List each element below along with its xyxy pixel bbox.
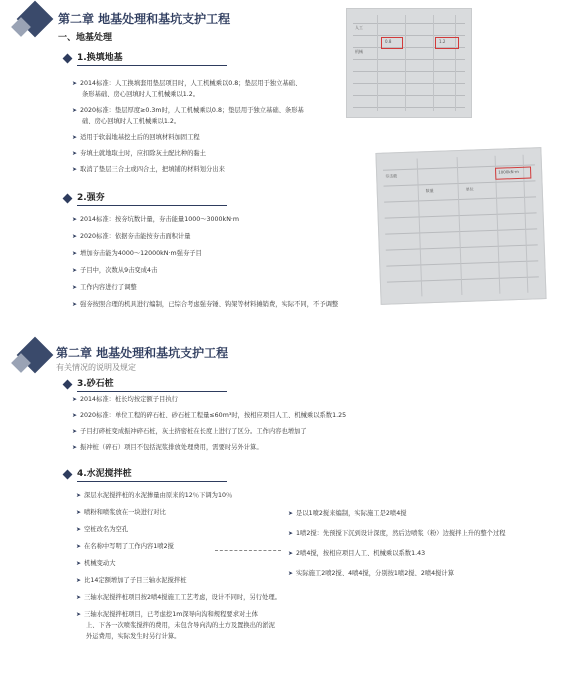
arrow-bullet-icon: ➤ <box>72 284 78 291</box>
list-item: ➤ 子目中，次数从9击变成4击 <box>72 267 158 274</box>
subheading-shuini <box>64 466 227 482</box>
arrow-bullet-icon: ➤ <box>72 444 78 451</box>
list-item: ➤ 强夯按照合理的机具进行编制，已综合考虑强夯锤、钩架等材料摊销费，实际不同，不予调整 <box>72 301 339 308</box>
list-item: 上、下各一次喷浆搅拌的费用，未包含导向沟的土方及置换出的淤泥 <box>86 622 275 629</box>
list-item: ➤ 实际施工2喷2搅、4喷4搅，分别按1喷2搅、2喷4搅计算 <box>288 570 455 577</box>
arrow-bullet-icon: ➤ <box>288 550 294 557</box>
slide-2 <box>0 336 572 686</box>
subheading-qianghang <box>64 190 227 206</box>
arrow-bullet-icon: ➤ <box>76 560 82 567</box>
arrow-bullet-icon: ➤ <box>72 150 78 157</box>
list-item: ➤ 增加夯击能为4000～12000kN·m强夯子目 <box>72 250 202 257</box>
list-item: ➤ 喷粉和喷浆放在一块进行对比 <box>76 509 166 516</box>
arrow-bullet-icon: ➤ <box>288 570 294 577</box>
list-item: ➤ 空桩改名为空孔 <box>76 526 129 533</box>
slide-1 <box>0 0 572 330</box>
subheading-text: 2.强夯 <box>77 190 227 206</box>
subheading-huantian <box>64 50 227 66</box>
list-item: 条形基础、房心回填时人工机械乘以1.2。 <box>82 91 200 98</box>
arrow-bullet-icon: ➤ <box>72 396 78 403</box>
list-item: ➤ 比14定额增加了子目三轴水泥搅拌桩 <box>76 577 187 584</box>
arrow-bullet-icon: ➤ <box>76 492 82 499</box>
arrow-bullet-icon: ➤ <box>76 594 82 601</box>
subheading-marker-icon <box>63 469 73 479</box>
arrow-bullet-icon: ➤ <box>76 526 82 533</box>
list-item: ➤ 子目打碎桩变成振冲碎石桩，灰土挤密桩在长度上进行了区分。工作内容也增加了 <box>72 428 307 435</box>
subheading-marker-icon <box>63 53 73 63</box>
list-item: ➤ 机械变动大 <box>76 560 116 567</box>
list-item: ➤ 2020标准：依据夯击能按夯击面积计量 <box>72 233 191 240</box>
arrow-bullet-icon: ➤ <box>76 577 82 584</box>
arrow-bullet-icon: ➤ <box>72 134 78 141</box>
list-item: ➤ 2014标准：桩长均按定额子目执行 <box>72 396 178 403</box>
arrow-bullet-icon: ➤ <box>76 611 82 618</box>
list-item: ➤ 2020标准：垫层厚度≥0.3m时，人工机械乘以0.8；垫层用于独立基础、条形基 <box>72 107 304 114</box>
arrow-bullet-icon: ➤ <box>72 301 78 308</box>
list-item: ➤ 是以1喷2搅来编制，实际施工是2喷4搅 <box>288 510 407 517</box>
arrow-bullet-icon: ➤ <box>72 107 78 114</box>
arrow-bullet-icon: ➤ <box>72 166 78 173</box>
bullet-list-shashi <box>72 394 552 453</box>
arrow-bullet-icon: ➤ <box>72 80 78 87</box>
bullet-list-shuini-left <box>76 490 316 642</box>
subheading-marker-icon <box>63 379 73 389</box>
subtitle: 有关情况的说明及规定 <box>56 363 136 372</box>
arrow-bullet-icon: ➤ <box>72 233 78 240</box>
arrow-bullet-icon: ➤ <box>288 510 294 517</box>
arrow-bullet-icon: ➤ <box>288 530 294 537</box>
subheading-text: 1.换填地基 <box>77 50 227 66</box>
list-item: ➤ 三轴水泥搅拌桩项目按2喷4搅施工工艺考虑，设计不同时，另行处理。 <box>76 594 281 601</box>
list-item: ➤ 1喷2搅：先预搅下沉到设计深度，然后边喷浆（粉）边搅拌上升的整个过程 <box>288 530 506 537</box>
document-photo-1: 0.8 1.2 人工 机械 <box>346 8 472 118</box>
list-item: ➤ 在名称中写明了工作内容1喷2搅 <box>76 543 174 550</box>
list-item: ➤ 2020标准：单位工程的碎石桩、砂石桩工程量≤60m³时，按相应项目人工、机械乘以系数1.25 <box>72 412 347 419</box>
arrow-bullet-icon: ➤ <box>76 509 82 516</box>
list-item: ➤ 深层水泥搅拌桩的水泥掺量由原来的12％下调为10％ <box>76 492 233 499</box>
list-item: ➤ 2014标准：人工换填套用垫层项目时，人工机械乘以0.8；垫层用于独立基础、 <box>72 80 302 87</box>
list-item: ➤ 2014标准：按夯坑数计量，夯击能量1000～3000kN·m <box>72 216 240 223</box>
list-item: 外运费用，实际发生时另行计算。 <box>86 633 181 640</box>
list-item: ➤ 三轴水泥搅拌桩项目，已考虑挖1m深导向沟和规程要求对土体 <box>76 611 258 618</box>
arrow-bullet-icon: ➤ <box>76 543 82 550</box>
subheading-text: 3.砂石桩 <box>77 376 227 392</box>
list-item: ➤ 取消了垫层三合土或四合土，把填铺的材料划分出来 <box>72 166 225 173</box>
chapter-title: 第二章 地基处理和基坑支护工程 <box>56 346 229 360</box>
section-title: 一、地基处理 <box>58 33 113 43</box>
dashed-connector-line <box>215 550 281 551</box>
arrow-bullet-icon: ➤ <box>72 267 78 274</box>
list-item: ➤ 夯填土就地取土时，应扣除灰土配比种的黏土 <box>72 150 206 157</box>
subheading-shashi <box>64 376 227 392</box>
bullet-list-shuini-right <box>288 508 568 579</box>
bullet-list-huantian <box>72 78 342 175</box>
list-item: ➤ 2喷4搅，按相应项目人工、机械乘以系数1.43 <box>288 550 426 557</box>
arrow-bullet-icon: ➤ <box>72 216 78 223</box>
chapter-title: 第二章 地基处理和基坑支护工程 <box>58 12 231 26</box>
list-item: ➤ 适用于软弱地基挖土后的回填材料加固工程 <box>72 134 200 141</box>
list-item: 础、房心回填时人工机械乘以1.2。 <box>82 118 181 125</box>
bullet-list-qianghang <box>72 214 392 310</box>
arrow-bullet-icon: ➤ <box>72 428 78 435</box>
list-item: ➤ 振冲桩（碎石）项目不包括泥浆排放处理费用，需要时另外计算。 <box>72 444 263 451</box>
list-item: ➤ 工作内容进行了调整 <box>72 284 137 291</box>
subheading-marker-icon <box>63 193 73 203</box>
document-photo-2: 1000kN·m 夯击能 数量 单位 <box>375 147 546 305</box>
subheading-text: 4.水泥搅拌桩 <box>77 466 227 482</box>
arrow-bullet-icon: ➤ <box>72 250 78 257</box>
arrow-bullet-icon: ➤ <box>72 412 78 419</box>
